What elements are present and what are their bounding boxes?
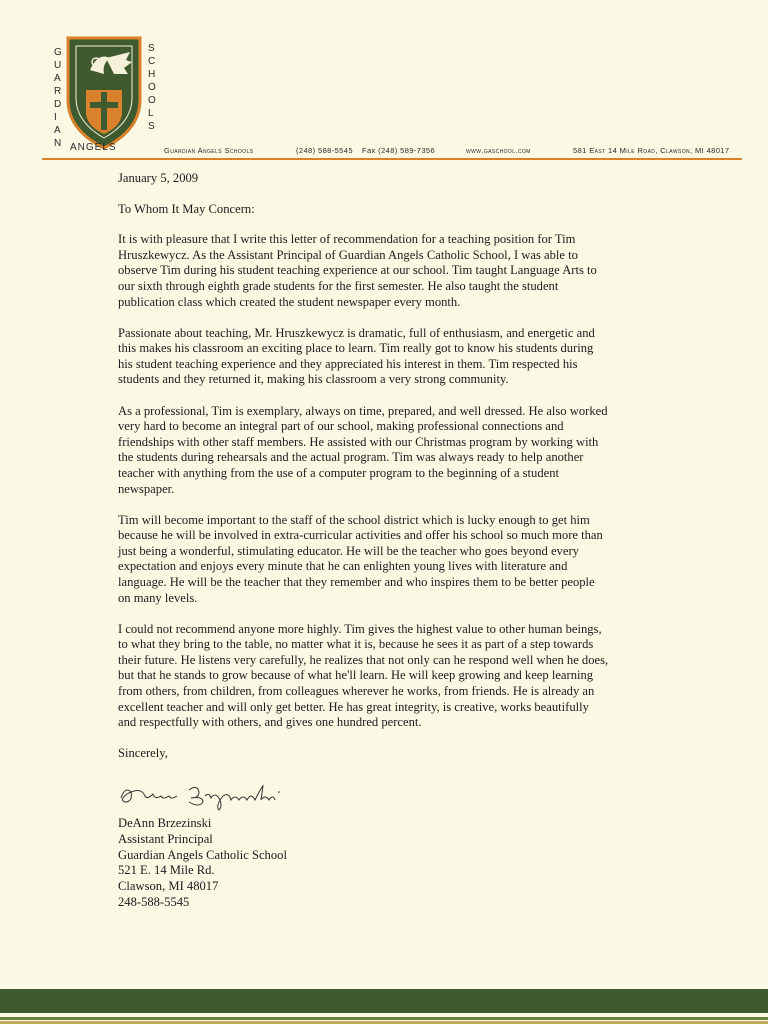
website: www.gaschool.com bbox=[466, 146, 531, 155]
paragraph-1: It is with pleasure that I write this letter of recommendation for a teaching position for Tim Hruszkewycz. As the Assistant Principal of Guardian Angels Catholic School, I was able to observe Tim during his student teaching experience at our school. Tim taught Language Arts to our sixth through eighth grade students for the first semester. He also taught the student publication class which created the student newspaper every month. bbox=[118, 232, 597, 309]
footer-band bbox=[0, 989, 768, 1013]
letter-body bbox=[118, 171, 658, 762]
school-address: 581 East 14 Mile Road, Clawson, MI 48017 bbox=[573, 146, 730, 155]
signature-block bbox=[118, 816, 287, 911]
footer-rule bbox=[0, 1017, 768, 1020]
paragraph-2: Passionate about teaching, Mr. Hruszkewycz is dramatic, full of enthusiasm, and energetic and this makes his classroom an exciting place to learn. Tim really got to know his students during his student teaching experience and they appreciated his interest in them. Tim respected his students and they returned it, making his classroom a very strong community. bbox=[118, 325, 595, 387]
school-name: Guardian Angels Schools bbox=[164, 146, 254, 155]
signer-name: DeAnn Brzezinski bbox=[118, 816, 212, 830]
signer-phone: 248-588-5545 bbox=[118, 894, 190, 909]
logo-text-right: SCHOOLS bbox=[148, 43, 157, 132]
closing: Sincerely, bbox=[118, 746, 168, 761]
handwritten-signature bbox=[115, 778, 335, 812]
paragraph-5: I could not recommend anyone more highly. Tim gives the highest value to other human beings, to what they bring to the table, no matter what it is, because he sees it as part of a step towards their future. He listens very carefully, he realizes that not only can he respond well when he does, but that he stands to grow because of what he'll learn. He will keep growing and keep learning from others, from children, from colleagues wherever he works, from friends. He is already an excellent teacher and will only get better. He has great integrity, is creative, works beautifully and respectfully with others, and gives one hundred percent. bbox=[118, 621, 609, 730]
logo-text-bottom: ANGELS bbox=[70, 142, 117, 153]
phone-number: (248) 588-5545 bbox=[296, 146, 353, 155]
header-divider bbox=[42, 158, 742, 160]
school-logo bbox=[40, 30, 170, 160]
letter-date: January 5, 2009 bbox=[118, 171, 199, 185]
logo-text-left: GUARDIAN bbox=[54, 47, 63, 149]
signer-street: 521 E. 14 Mile Rd. bbox=[118, 863, 215, 878]
paragraph-3: As a professional, Tim is exemplary, always on time, prepared, and well dressed. He also worked very hard to become an integral part of our school, making professional connections and friendships with other staff members. He assisted with our Christmas program by working with the students during rehearsals and the actual program. Tim was always ready to help another teacher with anything from the use of a computer program to the beginning of a student newspaper. bbox=[118, 403, 608, 496]
salutation: To Whom It May Concern: bbox=[118, 201, 255, 216]
letterhead bbox=[0, 0, 768, 170]
signer-title: Assistant Principal bbox=[118, 831, 213, 846]
signer-city: Clawson, MI 48017 bbox=[118, 879, 219, 894]
signer-organization: Guardian Angels Catholic School bbox=[118, 847, 287, 862]
paragraph-4: Tim will become important to the staff of the school district which is lucky enough to get him because he will be involved in extra-curricular activities and offer his school so much more than just being a wonderful, stimulating educator. He will be the teacher who goes beyond every expectation and enjoys every minute that he can enlighten young lives with literature and language. He will be the teacher that they remember and who inspires them to be better people on many levels. bbox=[118, 512, 603, 605]
fax-number: Fax (248) 589-7356 bbox=[362, 146, 436, 155]
